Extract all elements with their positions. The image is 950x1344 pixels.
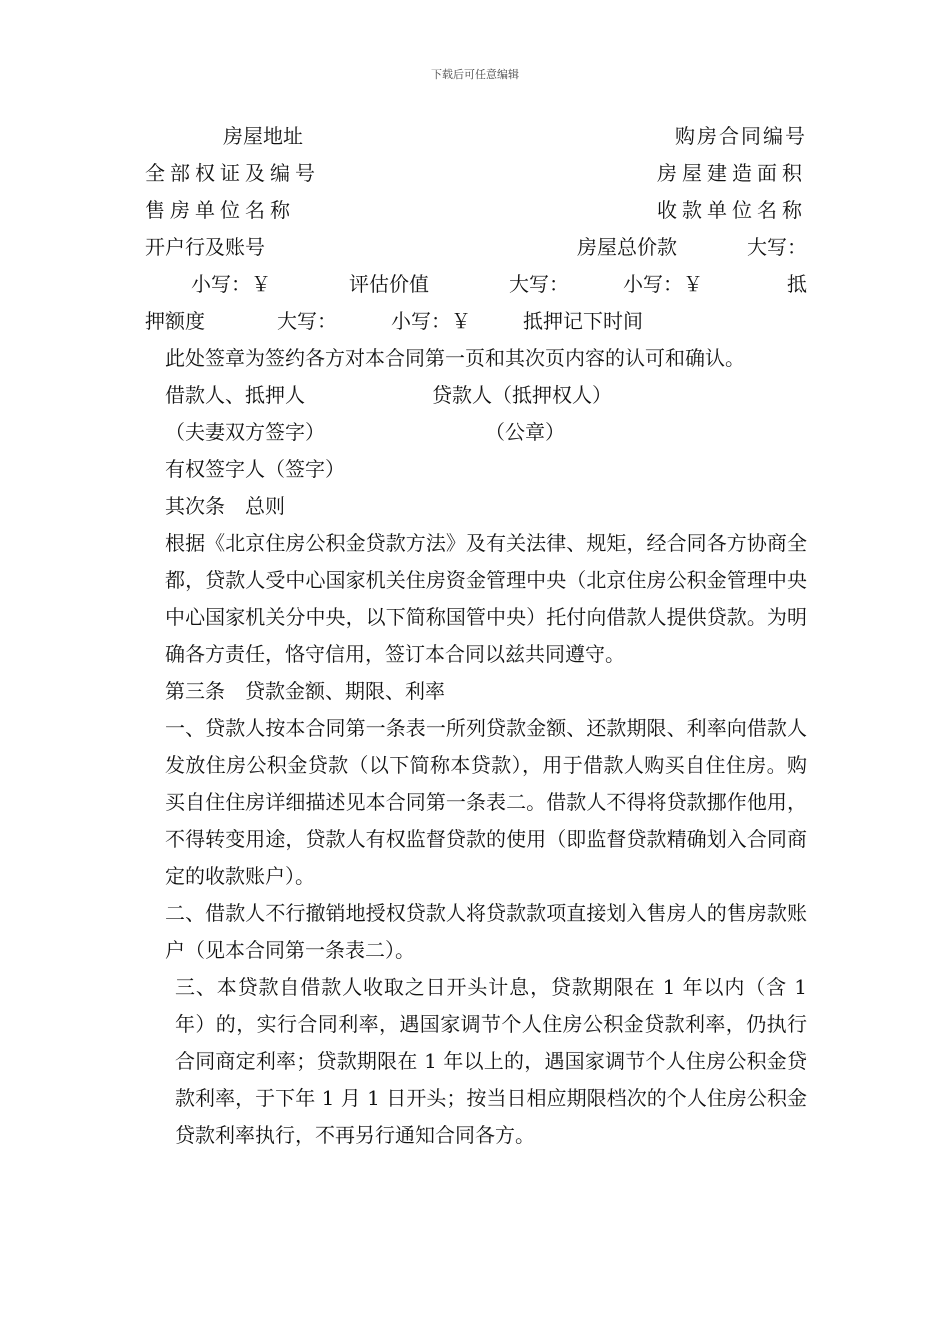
building-area-label: 房屋建造面积 <box>657 161 807 185</box>
authorized-signer-label: 有权签字人（签字） <box>165 457 345 481</box>
lender-label: 贷款人（抵押权人） <box>432 383 612 407</box>
bank-account-label: 开户行及账号 <box>145 235 265 259</box>
borrower-label: 借款人、抵押人 <box>165 383 305 407</box>
upper-case-2: 大写： <box>509 272 569 296</box>
page-header: 下载后可任意编辑 <box>431 68 519 81</box>
row-address <box>145 118 807 155</box>
article3-title: 第三条 贷款金额、期限、利率 <box>165 679 445 703</box>
upper-case-3: 大写： <box>277 309 337 333</box>
certificates-label: 全部权证及编号 <box>145 161 320 185</box>
row-certificates <box>145 155 807 192</box>
lower-case-3: 小写：￥ <box>391 309 471 333</box>
confirm-statement: 此处签章为签约各方对本合同第一页和其次页内容的认可和确认。 <box>165 346 745 370</box>
seal-label: （公章） <box>485 420 565 444</box>
seller-name-label: 售房单位名称 <box>145 198 295 222</box>
lower-case-1: 小写：￥ <box>191 272 271 296</box>
article2-body: 根据《北京住房公积金贷款方法》及有关法律、规矩，经合同各方协商全都，贷款人受中心国家机关住房资金管理中央（北京住房公积金管理中央中心国家机关分中央，以下简称国管中央）托付向借款人提供贷款。为明确各方责任，恪守信用，签订本合同以兹共同遵守。 <box>165 531 807 666</box>
row-bank <box>145 229 807 266</box>
upper-case-1: 大写： <box>747 235 807 259</box>
row-parties <box>145 377 807 414</box>
mortgage-amount-label-b: 押额度 <box>145 309 205 333</box>
mortgage-time-label: 抵押记下时间 <box>523 309 643 333</box>
row-seller <box>145 192 807 229</box>
house-address-label: 房屋地址 <box>223 124 303 148</box>
article3-clause-1: 一、贷款人按本合同第一条表一所列贷款金额、还款期限、利率向借款人发放住房公积金贷款（以下简称本贷款），用于借款人购买自住住房。购买自住住房详细描述见本合同第一条表二。借款人不得将贷款挪作他用，不得转变用途，贷款人有权监督贷款的使用（即监督贷款精确划入合同商定的收款账户）。 <box>165 716 807 888</box>
row-mortgage <box>145 303 807 340</box>
article3-clause-3: 三、本贷款自借款人收取之日开头计息，贷款期限在 1 年以内（含 1 年）的，实行合同利率，遇国家调节个人住房公积金贷款利率，仍执行合同商定利率；贷款期限在 1 年以上的，遇国家调节个人住房公积金贷款利率，于下年 1 月 1 日开头；按当日相应期限档次的个人住房公积金贷款利率执行，不再另行通知合同各方。 <box>175 975 807 1147</box>
article2-title: 其次条 总则 <box>165 494 285 518</box>
row-sign <box>145 414 807 451</box>
assessed-value-label: 评估价值 <box>349 272 429 296</box>
total-price-label: 房屋总价款 <box>577 235 677 259</box>
mortgage-amount-label-a: 抵 <box>787 272 807 296</box>
article3-clause-2: 二、借款人不行撤销地授权贷款人将贷款款项直接划入售房人的售房款账户（见本合同第一条表二）。 <box>165 901 807 962</box>
row-assessment <box>145 266 807 303</box>
payee-name-label: 收款单位名称 <box>657 198 807 222</box>
contract-no-label: 购房合同编号 <box>675 124 807 148</box>
couple-sign-label: （夫妻双方签字） <box>165 420 325 444</box>
document-body <box>145 118 807 1154</box>
row-authorized <box>145 451 807 488</box>
lower-case-2: 小写：￥ <box>623 272 703 296</box>
